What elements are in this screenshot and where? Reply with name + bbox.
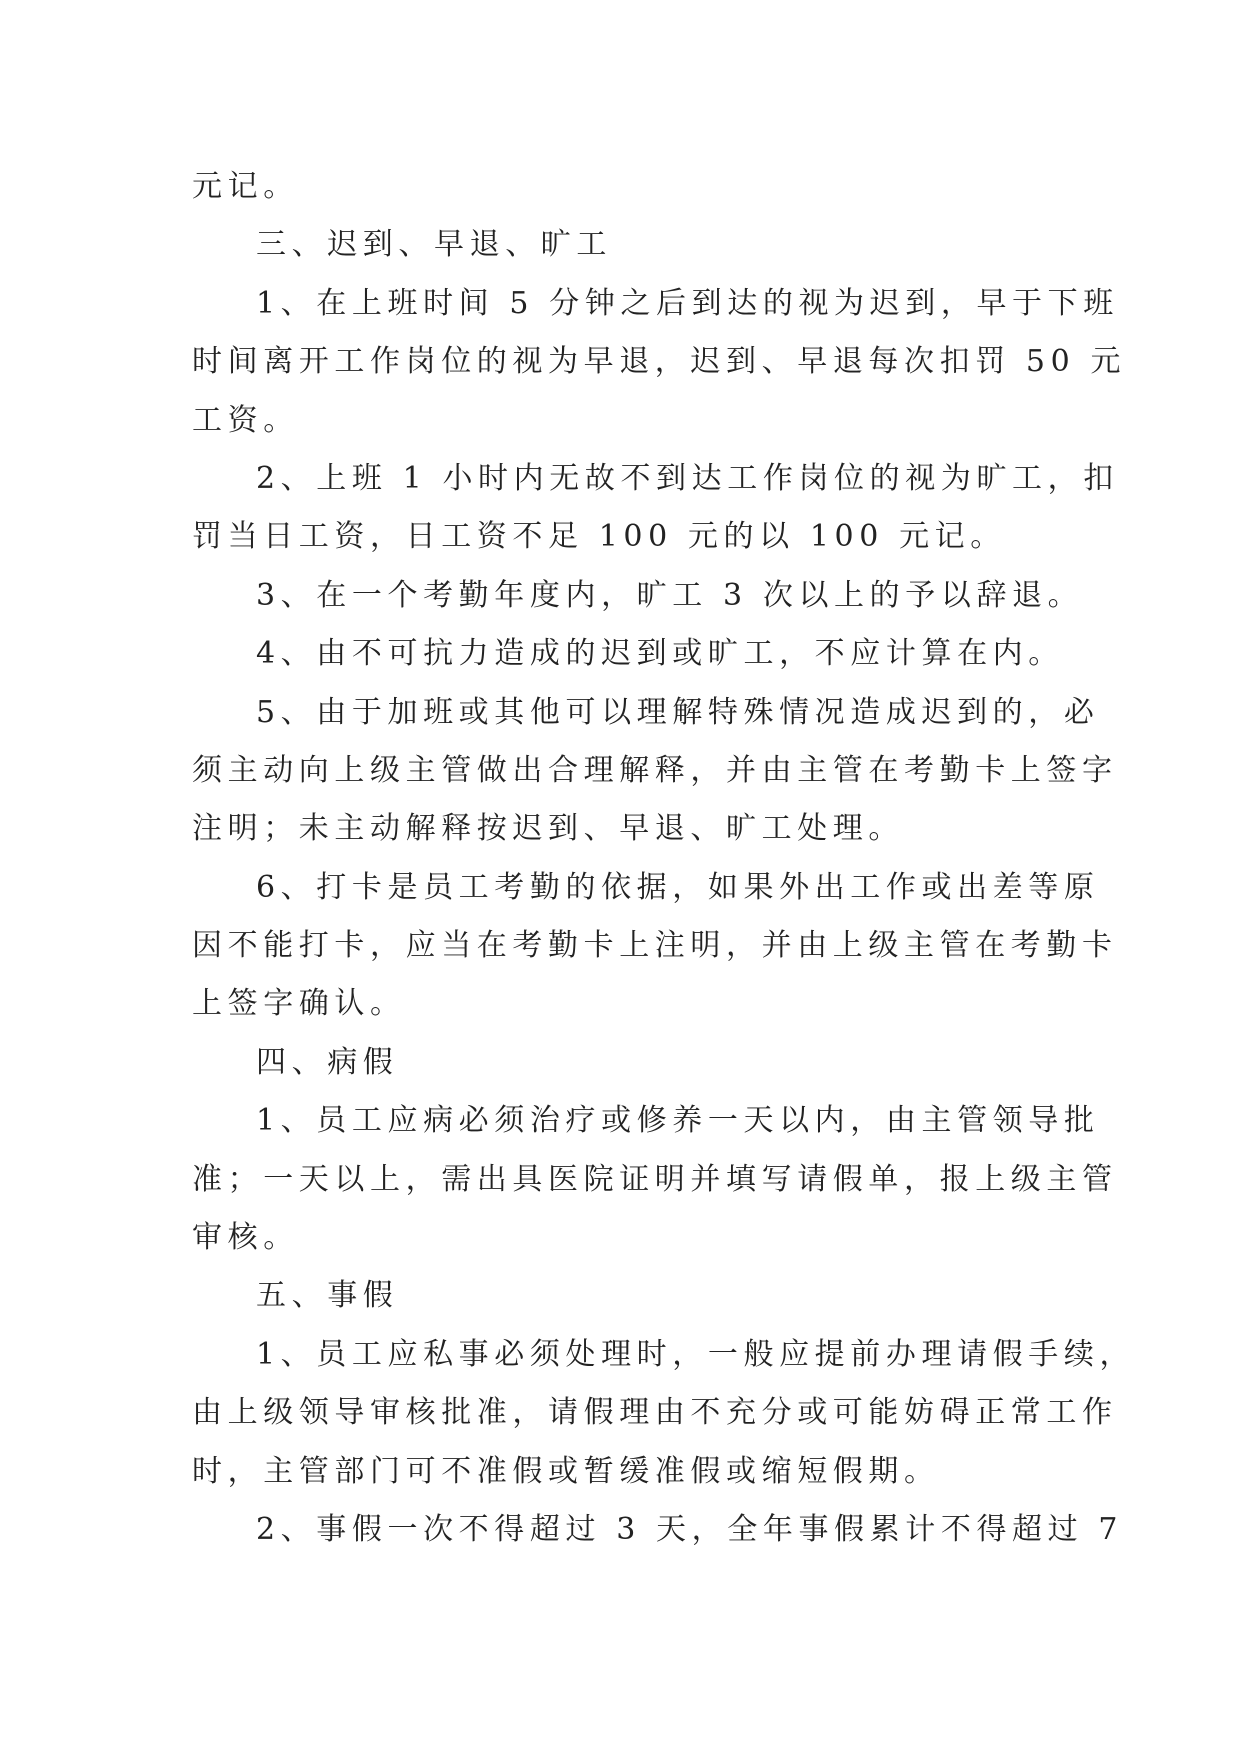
paragraph-continuation-line: 注明；未主动解释按迟到、早退、旷工处理。 <box>192 811 904 847</box>
paragraph-start-line: 1、员工应私事必须处理时，一般应提前办理请假手续， <box>256 1336 1136 1372</box>
paragraph-continuation-line: 因不能打卡，应当在考勤卡上注明，并由上级主管在考勤卡 <box>192 928 1118 964</box>
paragraph-continuation-line: 审核。 <box>192 1220 299 1256</box>
paragraph-continuation-line: 元记。 <box>192 169 299 204</box>
paragraph-start-line: 3、在一个考勤年度内，旷工 3 次以上的予以辞退。 <box>256 577 1084 613</box>
paragraph-continuation-line: 准；一天以上，需出具医院证明并填写请假单，报上级主管 <box>192 1161 1118 1197</box>
paragraph-start-line: 五、事假 <box>256 1278 399 1314</box>
paragraph-continuation-line: 须主动向上级主管做出合理解释，并由主管在考勤卡上签字 <box>192 752 1118 788</box>
paragraph-start-line: 2、上班 1 小时内无故不到达工作岗位的视为旷工，扣 <box>256 460 1119 496</box>
paragraph-start-line: 2、事假一次不得超过 3 天，全年事假累计不得超过 7 <box>256 1511 1124 1547</box>
paragraph-start-line: 1、在上班时间 5 分钟之后到达的视为迟到，早于下班 <box>256 285 1119 321</box>
document-body <box>192 158 1136 1559</box>
paragraph-continuation-line: 时间离开工作岗位的视为早退，迟到、早退每次扣罚 50 元 <box>192 344 1127 380</box>
paragraph-start-line: 1、员工应病必须治疗或修养一天以内，由主管领导批 <box>256 1103 1100 1139</box>
paragraph-continuation-line: 时，主管部门可不准假或暂缓准假或缩短假期。 <box>192 1453 940 1489</box>
paragraph-start-line: 6、打卡是员工考勤的依据，如果外出工作或出差等原 <box>256 869 1100 905</box>
paragraph-continuation-line: 罚当日工资，日工资不足 100 元的以 100 元记。 <box>192 519 1006 555</box>
paragraph-continuation-line: 由上级领导审核批准，请假理由不充分或可能妨碍正常工作 <box>192 1395 1118 1431</box>
paragraph-continuation-line: 工资。 <box>192 402 299 438</box>
paragraph-continuation-line: 上签字确认。 <box>192 986 406 1022</box>
paragraph-start-line: 三、迟到、早退、旷工 <box>256 227 612 263</box>
paragraph-start-line: 4、由不可抗力造成的迟到或旷工，不应计算在内。 <box>256 636 1064 672</box>
paragraph-start-line: 5、由于加班或其他可以理解特殊情况造成迟到的，必 <box>256 694 1100 730</box>
paragraph-start-line: 四、病假 <box>256 1044 399 1080</box>
